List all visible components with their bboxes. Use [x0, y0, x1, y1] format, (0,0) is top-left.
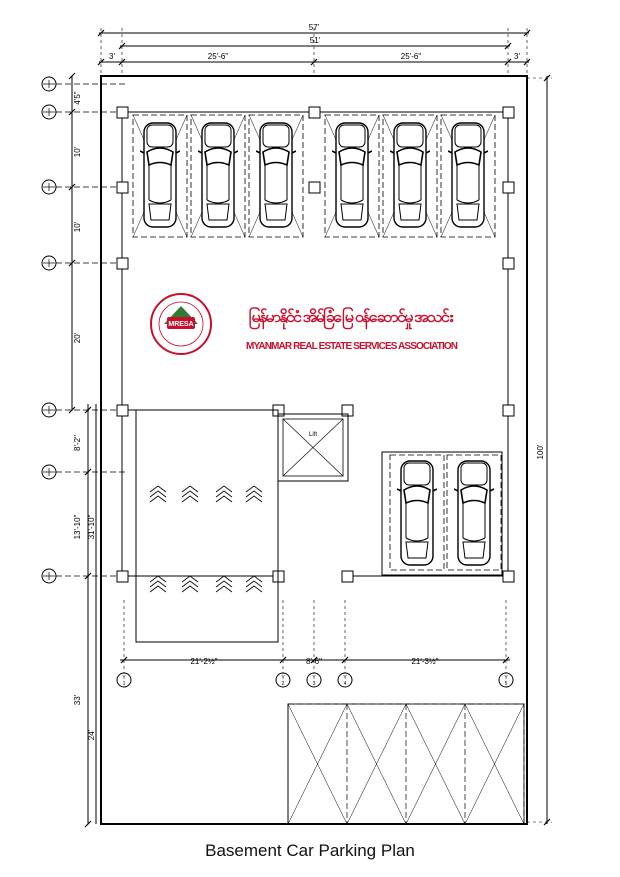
grid-bubble-letter: Y — [312, 675, 316, 681]
dim-label-45: 4'5" — [73, 91, 82, 105]
car — [397, 461, 437, 565]
structural-column — [309, 182, 320, 193]
ramp-arrow — [216, 486, 232, 502]
grid-bubble-number: 2 — [281, 681, 285, 687]
structural-column — [117, 258, 128, 269]
dim-label-lower-3: 21'-3½" — [411, 657, 439, 666]
dim-label-51: 51' — [309, 36, 321, 45]
ramp-arrow — [182, 576, 198, 592]
structural-column — [503, 182, 514, 193]
grid-bubble-number: 4 — [343, 681, 347, 687]
structural-column — [503, 107, 514, 118]
structural-column — [503, 571, 514, 582]
ramp-arrow — [150, 576, 166, 592]
dim-label-24: 24' — [87, 729, 96, 741]
grid-bubble-number: 5 — [504, 681, 508, 687]
car — [390, 123, 430, 227]
grid-bubble-letter: Y — [122, 675, 126, 681]
structural-column — [117, 182, 128, 193]
ramp-arrow — [150, 486, 166, 502]
structural-column — [117, 571, 128, 582]
car — [332, 123, 372, 227]
dim-label-57: 57' — [308, 23, 320, 32]
grid-bubble-letter: Y — [281, 675, 285, 681]
car — [198, 123, 238, 227]
mresa-logo — [151, 294, 211, 354]
grid-bubble-number: 3 — [312, 681, 316, 687]
ramp-arrow — [182, 486, 198, 502]
dim-label-lower-2: 8'-6" — [306, 657, 322, 666]
structural-column — [342, 571, 353, 582]
car — [448, 123, 488, 227]
grid-bubble-letter: Y — [343, 675, 347, 681]
dim-label-20: 20' — [73, 332, 82, 344]
lift-label: Lift — [308, 432, 318, 438]
dim-label-bay-left: 25'-6" — [207, 52, 229, 61]
dim-label-8-2: 8'-2" — [73, 435, 82, 451]
dim-label-13-10: 13'-10" — [73, 514, 82, 540]
dim-label-3-left: 3' — [109, 52, 115, 61]
car — [454, 461, 494, 565]
grid-bubble-letter: Y — [504, 675, 508, 681]
structural-column — [503, 405, 514, 416]
structural-column — [117, 405, 128, 416]
logo-badge-text: MRESA — [168, 321, 194, 328]
dim-label-3-right: 3' — [514, 52, 520, 61]
ramp-area — [136, 410, 278, 642]
dim-label-lower-1: 21'-2½" — [190, 657, 218, 666]
ramp-arrow — [246, 576, 262, 592]
structural-column — [117, 107, 128, 118]
logo-title-mm: မြန်မာနိုင်ငံ အိမ်ခြံမြေ ဝန်ဆောင်မှု အသင်း — [248, 309, 454, 326]
ramp-arrow — [246, 486, 262, 502]
plan-caption: Basement Car Parking Plan — [205, 841, 415, 860]
structural-column — [503, 258, 514, 269]
ramp-arrow — [216, 576, 232, 592]
dim-label-31-10: 31'-10" — [87, 514, 96, 540]
car — [256, 123, 296, 227]
grid-bubble-number: 1 — [122, 681, 126, 687]
dim-label-10a: 10' — [73, 146, 82, 158]
structural-column — [309, 107, 320, 118]
car — [140, 123, 180, 227]
dim-label-10b: 10' — [73, 221, 82, 233]
logo-title-en: MYANMAR REAL ESTATE SERVICES ASSOCIATION — [246, 341, 458, 352]
dim-label-bay-right: 25'-6" — [400, 52, 422, 61]
dim-label-33: 33' — [73, 694, 82, 706]
dim-label-100: 100' — [536, 444, 545, 460]
